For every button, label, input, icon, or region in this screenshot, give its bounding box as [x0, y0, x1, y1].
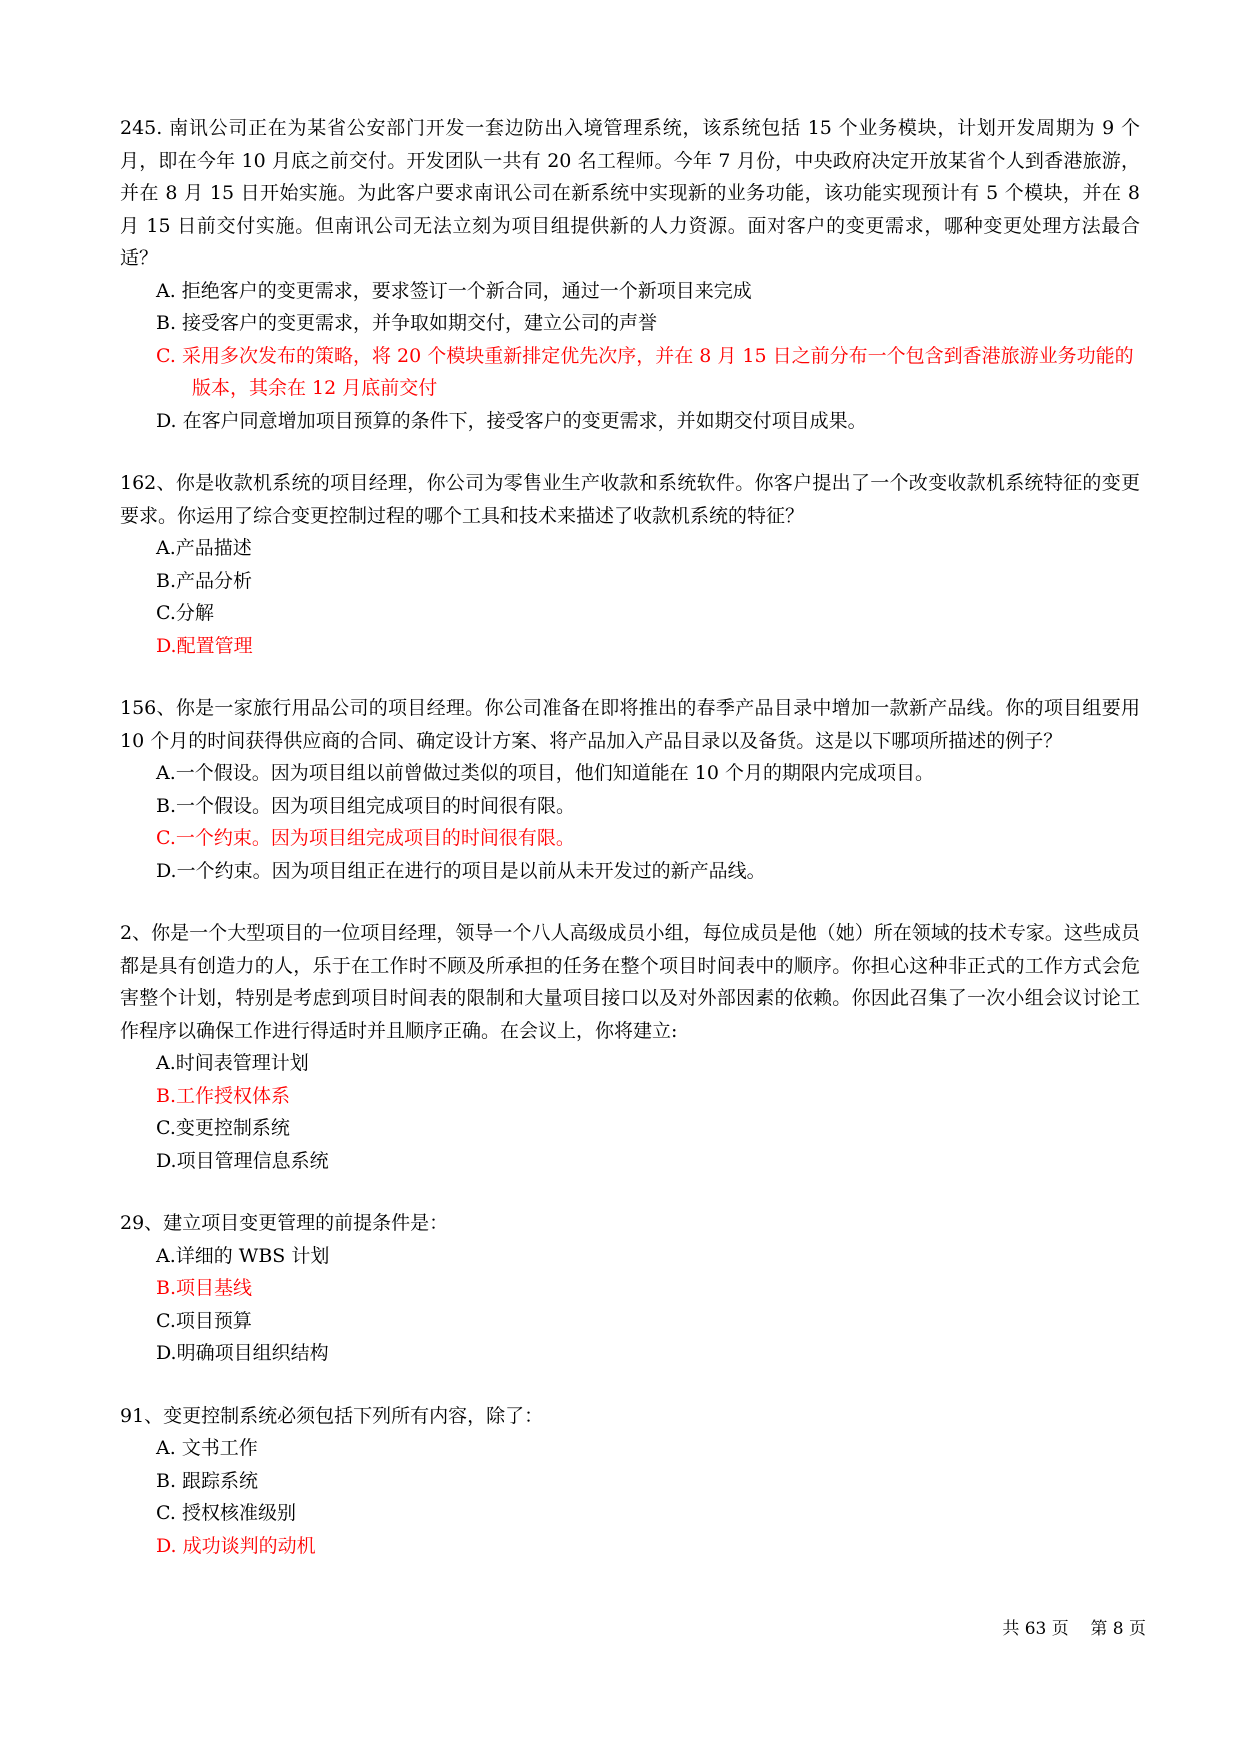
option-d-correct: D. 成功谈判的动机: [156, 1534, 316, 1557]
option-d: D.明确项目组织结构: [156, 1342, 329, 1364]
option-a: A.详细的 WBS 计划: [156, 1244, 330, 1267]
question-stem: 29、建立项目变更管理的前提条件是：: [120, 1212, 449, 1234]
page-number-footer: 共 63 页 第 8 页: [1002, 1619, 1146, 1639]
question-29: [120, 1207, 1140, 1370]
option-d: D.一个约束。因为项目组正在进行的项目是以前从未开发过的新产品线。: [156, 859, 766, 882]
question-245: [120, 112, 1140, 437]
option-a: A.产品描述: [156, 537, 252, 559]
option-c: C.分解: [156, 602, 214, 624]
option-list: [120, 275, 1140, 438]
option-list: [120, 1240, 1140, 1370]
option-list: [120, 532, 1140, 662]
option-d: D. 在客户同意增加项目预算的条件下，接受客户的变更需求，并如期交付项目成果。: [156, 409, 867, 432]
question-2: [120, 917, 1140, 1177]
option-b-correct: B.工作授权体系: [156, 1084, 291, 1107]
option-a: A.时间表管理计划: [156, 1052, 309, 1074]
option-b: B.一个假设。因为项目组完成项目的时间很有限。: [156, 794, 576, 817]
question-91: [120, 1400, 1140, 1563]
option-c-correct: C.一个约束。因为项目组完成项目的时间很有限。: [156, 827, 575, 849]
question-stem: 162、你是收款机系统的项目经理，你公司为零售业生产收款和系统软件。你客户提出了一个改变收款机系统特征的变更要求。你运用了综合变更控制过程的哪个工具和技术来描述了收款机系统的特征？: [120, 472, 1140, 527]
option-c: C.项目预算: [156, 1309, 252, 1332]
question-list: [120, 112, 1140, 1592]
question-stem: 2、你是一个大型项目的一位项目经理，领导一个八人高级成员小组，每位成员是他（她）所在领域的技术专家。这些成员都是具有创造力的人，乐于在工作时不顾及所承担的任务在整个项目时间表中的顺序。你担心这种非正式的工作方式会危害整个计划，特别是考虑到项目时间表的限制和大量项目接口以及对外部因素的依赖。你因此召集了一次小组会议讨论工作程序以确保工作进行得适时并且顺序正确。在会议上，你将建立:: [120, 922, 1140, 1042]
option-d-correct: D.配置管理: [156, 634, 253, 657]
option-list: [120, 1432, 1140, 1562]
option-a: A. 文书工作: [156, 1437, 258, 1459]
option-b-correct: B.项目基线: [156, 1277, 253, 1299]
option-list: [120, 1047, 1140, 1177]
option-b: B. 接受客户的变更需求，并争取如期交付，建立公司的声誉: [156, 312, 658, 334]
option-c: C. 授权核准级别: [156, 1502, 296, 1524]
option-a: A.一个假设。因为项目组以前曾做过类似的项目，他们知道能在 10 个月的期限内完成项目。: [156, 762, 935, 784]
question-stem: 245. 南讯公司正在为某省公安部门开发一套边防出入境管理系统，该系统包括 15 个业务模块，计划开发周期为 9 个月，即在今年 10 月底之前交付。开发团队一共有 20 名工程师。今年 7 月份，中央政府决定开放某省个人到香港旅游，并在 8 月 15 日开始实施。为此客户要求南讯公司在新系统中实现新的业务功能，该功能实现预计有 5 个模块，并在 8 月 15 日前交付实施。但南讯公司无法立刻为项目组提供新的人力资源。面对客户的变更需求，哪种变更处理方法最合适？: [120, 117, 1140, 269]
question-162: [120, 467, 1140, 662]
option-list: [120, 757, 1140, 887]
option-a: A. 拒绝客户的变更需求，要求签订一个新合同，通过一个新项目来完成: [156, 279, 752, 302]
option-c-correct: C. 采用多次发布的策略，将 20 个模块重新排定优先次序，并在 8 月 15 日之前分布一个包含到香港旅游业务功能的版本，其余在 12 月底前交付: [156, 344, 1134, 399]
option-c: C.变更控制系统: [156, 1117, 290, 1139]
option-b: B.产品分析: [156, 569, 253, 592]
option-d: D.项目管理信息系统: [156, 1149, 329, 1172]
question-stem: 91、变更控制系统必须包括下列所有内容，除了：: [120, 1404, 544, 1427]
option-b: B. 跟踪系统: [156, 1469, 259, 1492]
question-stem: 156、你是一家旅行用品公司的项目经理。你公司准备在即将推出的春季产品目录中增加一款新产品线。你的项目组要用 10 个月的时间获得供应商的合同、确定设计方案、将产品加入产品目录以及备货。这是以下哪项所描述的例子？: [120, 697, 1140, 752]
question-156: [120, 692, 1140, 887]
